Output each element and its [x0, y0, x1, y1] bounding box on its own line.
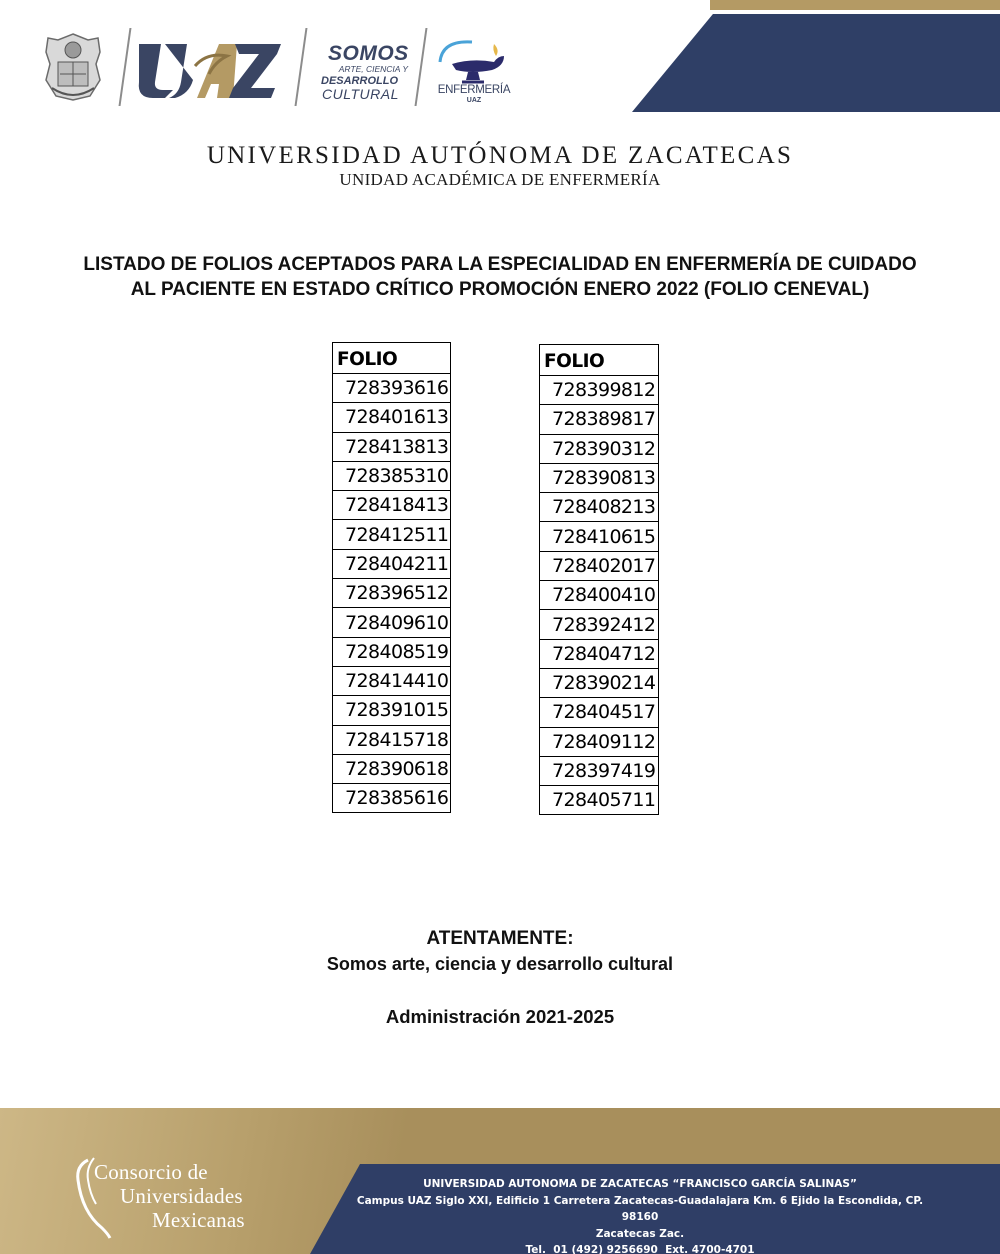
folio-cell: 728404712 — [540, 639, 659, 668]
table-row — [540, 463, 659, 492]
table-row — [540, 668, 659, 697]
enfermeria-logo-label: ENFERMERÍA — [437, 84, 511, 96]
folio-cell: 728409112 — [540, 727, 659, 756]
closing-administration: Administración 2021-2025 — [385, 1006, 615, 1027]
enfermeria-logo — [432, 36, 516, 106]
table-row — [540, 376, 659, 405]
folio-cell: 728413813 — [333, 432, 451, 461]
somos-logo — [318, 42, 418, 102]
folio-cell: 728390618 — [333, 754, 451, 783]
table-row — [333, 784, 451, 813]
footer-phone: Tel. 01 (492) 9256690 Ext. 4700-4701 — [525, 1244, 755, 1254]
header-divider — [119, 28, 132, 106]
consorcio-logo — [72, 1154, 272, 1240]
folio-cell: 728390214 — [540, 668, 659, 697]
page-footer — [0, 1108, 1000, 1254]
folio-cell: 728397419 — [540, 756, 659, 785]
folio-cell: 728385310 — [333, 461, 451, 490]
table-row — [333, 579, 451, 608]
footer-address-line: Campus UAZ Siglo XXI, Edificio 1 Carretera Zacatecas-Guadalajara Km. 6 Ejido la Escondida, CP. 98160 — [356, 1194, 924, 1223]
consorcio-line: Consorcio de — [94, 1160, 208, 1184]
table-row — [333, 520, 451, 549]
table-row — [540, 522, 659, 551]
folio-cell: 728408519 — [333, 637, 451, 666]
folio-cell: 728415718 — [333, 725, 451, 754]
table-row — [333, 374, 451, 403]
table-row — [540, 727, 659, 756]
folio-cell: 728409610 — [333, 608, 451, 637]
table-row — [540, 493, 659, 522]
table-row — [540, 786, 659, 815]
folio-cell: 728408213 — [540, 493, 659, 522]
table-row — [333, 696, 451, 725]
folio-cell: 728405711 — [540, 786, 659, 815]
university-title: UNIVERSIDAD AUTÓNOMA DE ZACATECAS — [206, 142, 794, 169]
somos-logo-title: SOMOS — [328, 42, 409, 65]
folio-cell: 728404211 — [333, 549, 451, 578]
table-row — [333, 666, 451, 695]
document-title — [40, 252, 960, 302]
folio-cell: 728399812 — [540, 376, 659, 405]
table-row — [540, 639, 659, 668]
table-row — [540, 434, 659, 463]
folio-cell: 728389817 — [540, 405, 659, 434]
folio-table-left — [332, 342, 451, 813]
enfermeria-logo-sub: UAZ — [466, 97, 482, 104]
folio-cell: 728392412 — [540, 610, 659, 639]
folio-cell: 728400410 — [540, 581, 659, 610]
consorcio-line: Mexicanas — [152, 1208, 245, 1232]
table-row — [540, 405, 659, 434]
table-row — [540, 581, 659, 610]
folio-table-right — [539, 344, 659, 815]
page-header — [0, 0, 1000, 120]
table-row — [333, 637, 451, 666]
unit-subtitle: UNIDAD ACADÉMICA DE ENFERMERÍA — [339, 170, 661, 189]
folio-cell: 728412511 — [333, 520, 451, 549]
table-row — [333, 491, 451, 520]
folio-cell: 728410615 — [540, 522, 659, 551]
table-row — [333, 608, 451, 637]
header-navy-block — [632, 14, 1000, 112]
somos-logo-line: ARTE, CIENCIA Y — [338, 64, 408, 74]
consorcio-line: Universidades — [120, 1184, 243, 1208]
somos-logo-line: DESARROLLO — [321, 75, 398, 87]
table-row — [333, 403, 451, 432]
table-row — [540, 551, 659, 580]
footer-address-line: UNIVERSIDAD AUTONOMA DE ZACATECAS “FRANCISCO GARCÍA SALINAS” — [423, 1178, 857, 1190]
uaz-logo — [135, 38, 285, 104]
closing-motto: Somos arte, ciencia y desarrollo cultural — [326, 954, 674, 974]
table-header: FOLIO — [540, 345, 659, 376]
table-row — [333, 461, 451, 490]
folio-cell: 728402017 — [540, 551, 659, 580]
university-seal-logo — [38, 30, 108, 102]
table-row — [333, 549, 451, 578]
folio-cell: 728390813 — [540, 463, 659, 492]
footer-address — [340, 1176, 940, 1254]
document-title-line: AL PACIENTE EN ESTADO CRÍTICO PROMOCIÓN ENERO 2022 (FOLIO CENEVAL) — [130, 279, 870, 300]
document-title-line: LISTADO DE FOLIOS ACEPTADOS PARA LA ESPECIALIDAD EN ENFERMERÍA DE CUIDADO — [83, 254, 917, 275]
folio-cell: 728401613 — [333, 403, 451, 432]
table-row — [333, 432, 451, 461]
header-gold-stripe — [710, 0, 1000, 10]
folio-cell: 728396512 — [333, 579, 451, 608]
table-header: FOLIO — [333, 343, 451, 374]
folio-cell: 728390312 — [540, 434, 659, 463]
somos-logo-line: CULTURAL — [322, 86, 399, 102]
footer-address-line: Zacatecas Zac. — [595, 1227, 685, 1240]
table-row — [540, 610, 659, 639]
header-divider — [295, 28, 308, 106]
folio-cell: 728404517 — [540, 698, 659, 727]
table-row — [540, 756, 659, 785]
folio-cell: 728391015 — [333, 696, 451, 725]
folio-cell: 728418413 — [333, 491, 451, 520]
folio-cell: 728393616 — [333, 374, 451, 403]
closing-salutation: ATENTAMENTE: — [426, 928, 574, 949]
table-row — [540, 698, 659, 727]
folio-cell: 728414410 — [333, 666, 451, 695]
folio-cell: 728385616 — [333, 784, 451, 813]
table-row — [333, 725, 451, 754]
nursing-lamp-icon — [432, 36, 516, 84]
table-row — [333, 754, 451, 783]
